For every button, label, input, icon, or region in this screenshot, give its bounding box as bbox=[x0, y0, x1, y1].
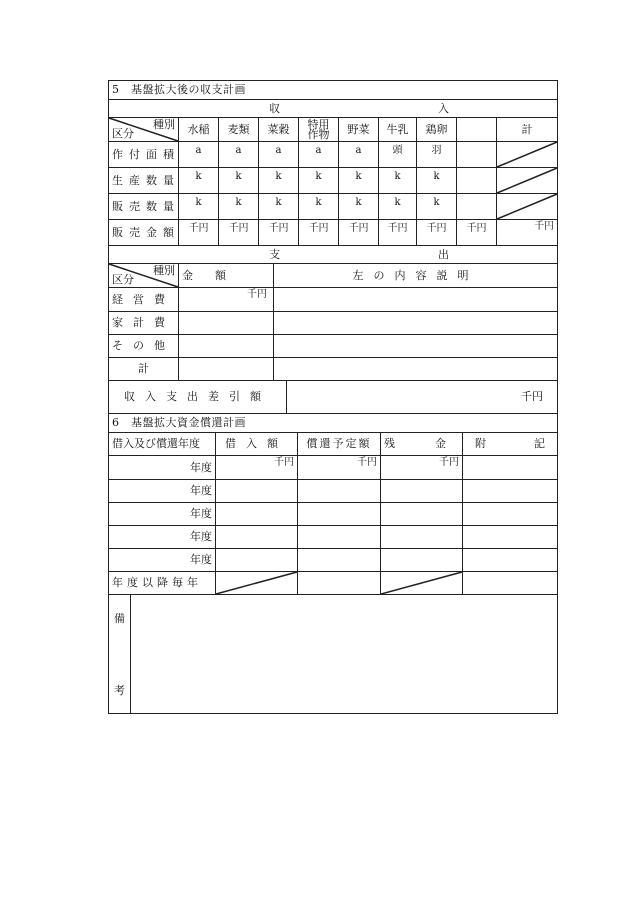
income-header-left: 収 bbox=[269, 101, 281, 115]
balance-diagonal bbox=[381, 572, 463, 595]
row-label-household-cost: 家計費 bbox=[109, 312, 179, 335]
year-row: 年度 bbox=[109, 503, 216, 526]
col-grain: 菜穀 bbox=[259, 118, 299, 142]
row-label-planted-area: 作付面積 bbox=[109, 142, 179, 168]
row-label-expense-total: 計 bbox=[109, 358, 179, 381]
col-eggs: 鶏卵 bbox=[417, 118, 457, 142]
expense-header bbox=[109, 246, 558, 264]
expense-table: 支 出 種別 区分 金 額 左の内容説明 経営費 千円 家計費 その他 計 bbox=[108, 245, 558, 381]
section5-title: 5 基盤拡大後の収支計画 bbox=[109, 81, 558, 100]
repayment-table: 6 基盤拡大資金償還計画 借入及び償還年度 借入額 償還予定額 残金 附記 年度 千円 千円 千円 年度 年度 年度 年度 年度以降毎年 bbox=[108, 413, 558, 595]
income-header-right: 入 bbox=[438, 101, 450, 115]
col-borrowed: 借入額 bbox=[216, 433, 298, 456]
income-table: 5 基盤拡大後の収支計画 収 入 種別 区分 水稲 麦類 菜穀 特用 作物 野菜 牛乳 鶏卵 計 作付面積 a a a a a 頭 羽 生産数量 k k k k k k k 販売数量 k k k k k k k 販売金額 千円 千円 千円 千円 千円 千円 千円 千円 千円 bbox=[108, 80, 558, 246]
corner-kind-label: 種別 bbox=[153, 118, 175, 131]
year-row: 年度 bbox=[109, 549, 216, 572]
total-diagonal bbox=[497, 194, 558, 220]
row-label-production: 生産数量 bbox=[109, 168, 179, 194]
borrowed-diagonal bbox=[216, 572, 298, 595]
notes-label-bottom: 考 bbox=[114, 684, 125, 697]
col-rice: 水稲 bbox=[179, 118, 219, 142]
col-blank bbox=[457, 118, 497, 142]
balance-table bbox=[108, 380, 558, 414]
year-row: 年度 bbox=[109, 526, 216, 549]
year-onward-row: 年度以降毎年 bbox=[109, 572, 216, 595]
expense-header-left: 支 bbox=[269, 247, 281, 261]
balance-unit: 千円 bbox=[287, 381, 558, 414]
total-diagonal bbox=[497, 142, 558, 168]
col-remarks: 附記 bbox=[463, 433, 558, 456]
year-row: 年度 bbox=[109, 456, 216, 480]
col-vegetables: 野菜 bbox=[339, 118, 379, 142]
income-header bbox=[109, 100, 558, 118]
row-label-sales-amount: 販売金額 bbox=[109, 220, 179, 246]
col-description: 左の内容説明 bbox=[274, 264, 558, 288]
row-label-sales-qty: 販売数量 bbox=[109, 194, 179, 220]
notes-area[interactable] bbox=[131, 595, 558, 714]
notes-label bbox=[109, 595, 131, 714]
row-label-operating-cost: 経営費 bbox=[109, 288, 179, 312]
notes-table bbox=[108, 594, 558, 714]
balance-label: 収入支出差引額 bbox=[109, 381, 287, 414]
income-corner-header bbox=[109, 118, 179, 142]
col-milk: 牛乳 bbox=[379, 118, 417, 142]
col-balance: 残金 bbox=[381, 433, 463, 456]
corner-category-label: 区分 bbox=[112, 127, 134, 140]
expense-corner-header: 種別 区分 bbox=[109, 264, 179, 288]
col-year: 借入及び償還年度 bbox=[109, 433, 216, 456]
row-label-other: その他 bbox=[109, 335, 179, 358]
col-total: 計 bbox=[497, 118, 558, 142]
col-scheduled-repayment: 償還予定額 bbox=[298, 433, 381, 456]
total-diagonal bbox=[497, 168, 558, 194]
expense-header-right: 出 bbox=[438, 247, 450, 261]
notes-label-top: 備 bbox=[114, 612, 125, 625]
section6-title: 6 基盤拡大資金償還計画 bbox=[109, 414, 558, 433]
col-wheat: 麦類 bbox=[219, 118, 259, 142]
col-amount: 金 額 bbox=[179, 264, 274, 288]
col-special-crops: 特用 作物 bbox=[299, 118, 339, 142]
income-expense-form bbox=[108, 80, 593, 714]
year-row: 年度 bbox=[109, 480, 216, 503]
